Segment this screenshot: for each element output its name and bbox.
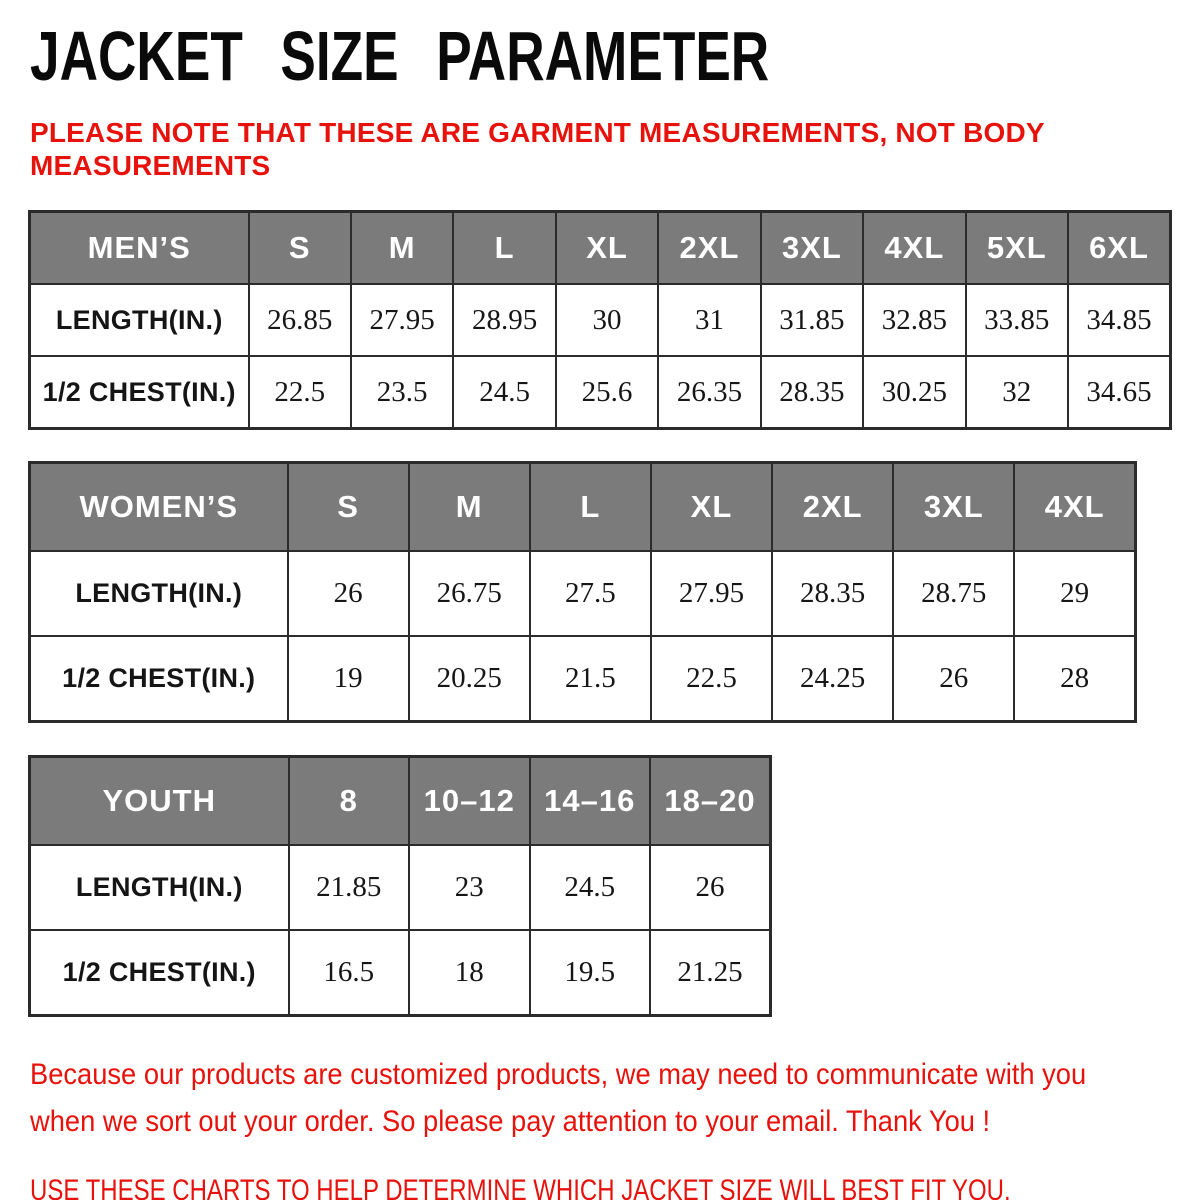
- measurement-cell: 26.75: [409, 551, 530, 636]
- womens-size-table-section: [28, 461, 1200, 723]
- womens-size-header-4XL: 4XL: [1014, 463, 1135, 552]
- womens-size-header-M: M: [409, 463, 530, 552]
- garment-measurement-note-line-2: MEASUREMENTS: [30, 150, 271, 181]
- womens-table-title: WOMEN’S: [30, 463, 288, 552]
- measurement-cell: 31.85: [761, 284, 863, 356]
- measurement-cell: 25.6: [556, 356, 658, 429]
- row-label: LENGTH(IN.): [30, 551, 288, 636]
- garment-measurement-note-line-1: PLEASE NOTE THAT THESE ARE GARMENT MEASUREMENTS, NOT BODY: [30, 117, 1045, 148]
- youth-size-header-18–20: 18–20: [650, 757, 771, 846]
- table-row: [30, 284, 1171, 356]
- womens-size-header-L: L: [530, 463, 651, 552]
- measurement-cell: 26.35: [658, 356, 760, 429]
- measurement-cell: 24.25: [772, 636, 893, 722]
- measurement-cell: 27.5: [530, 551, 651, 636]
- row-label: LENGTH(IN.): [30, 845, 289, 930]
- custom-order-notice-line-1: Because our products are customized products, we may need to communicate with you: [30, 1058, 1087, 1091]
- womens-header-row: [30, 463, 1136, 552]
- row-label: 1/2 CHEST(IN.): [30, 356, 249, 429]
- mens-size-header-XL: XL: [556, 212, 658, 285]
- womens-size-table: [28, 461, 1137, 723]
- youth-size-table: [28, 755, 772, 1017]
- measurement-cell: 28: [1014, 636, 1135, 722]
- measurement-cell: 23.5: [351, 356, 453, 429]
- measurement-cell: 30: [556, 284, 658, 356]
- mens-table-title: MEN’S: [30, 212, 249, 285]
- measurement-cell: 23: [409, 845, 530, 930]
- womens-size-header-3XL: 3XL: [893, 463, 1014, 552]
- measurement-cell: 16.5: [289, 930, 410, 1016]
- measurement-cell: 19.5: [530, 930, 651, 1016]
- measurement-cell: 21.5: [530, 636, 651, 722]
- measurement-cell: 34.65: [1068, 356, 1171, 429]
- measurement-cell: 19: [288, 636, 409, 722]
- measurement-cell: 22.5: [249, 356, 351, 429]
- measurement-cell: 22.5: [651, 636, 772, 722]
- measurement-cell: 28.75: [893, 551, 1014, 636]
- mens-size-header-2XL: 2XL: [658, 212, 760, 285]
- page-title: JACKET SIZE PARAMETER: [30, 17, 770, 95]
- mens-size-table-section: [28, 210, 1200, 430]
- chart-usage-notice: USE THESE CHARTS TO HELP DETERMINE WHICH JACKET SIZE WILL BEST FIT YOU.: [30, 1174, 1011, 1200]
- womens-size-header-XL: XL: [651, 463, 772, 552]
- measurement-cell: 26.85: [249, 284, 351, 356]
- custom-order-notice-line-2: when we sort out your order. So please pay attention to your email. Thank You !: [30, 1105, 991, 1138]
- measurement-cell: 26: [893, 636, 1014, 722]
- mens-size-header-4XL: 4XL: [863, 212, 965, 285]
- youth-header-row: [30, 757, 771, 846]
- measurement-cell: 32.85: [863, 284, 965, 356]
- measurement-cell: 29: [1014, 551, 1135, 636]
- row-label: LENGTH(IN.): [30, 284, 249, 356]
- measurement-cell: 33.85: [966, 284, 1068, 356]
- measurement-cell: 21.25: [650, 930, 771, 1016]
- measurement-cell: 20.25: [409, 636, 530, 722]
- measurement-cell: 28.35: [772, 551, 893, 636]
- womens-size-header-2XL: 2XL: [772, 463, 893, 552]
- table-row: [30, 551, 1136, 636]
- mens-header-row: [30, 212, 1171, 285]
- youth-size-header-8: 8: [289, 757, 410, 846]
- measurement-cell: 28.35: [761, 356, 863, 429]
- row-label: 1/2 CHEST(IN.): [30, 930, 289, 1016]
- measurement-cell: 24.5: [530, 845, 651, 930]
- measurement-cell: 21.85: [289, 845, 410, 930]
- measurement-cell: 32: [966, 356, 1068, 429]
- womens-size-header-S: S: [288, 463, 409, 552]
- garment-measurement-note: [30, 116, 1200, 182]
- youth-size-table-section: [28, 755, 1200, 1017]
- youth-size-header-14–16: 14–16: [530, 757, 651, 846]
- measurement-cell: 18: [409, 930, 530, 1016]
- row-label: 1/2 CHEST(IN.): [30, 636, 288, 722]
- measurement-cell: 34.85: [1068, 284, 1171, 356]
- mens-size-header-M: M: [351, 212, 453, 285]
- mens-size-header-L: L: [453, 212, 555, 285]
- mens-size-header-S: S: [249, 212, 351, 285]
- mens-size-header-3XL: 3XL: [761, 212, 863, 285]
- youth-size-header-10–12: 10–12: [409, 757, 530, 846]
- mens-size-header-5XL: 5XL: [966, 212, 1068, 285]
- table-row: [30, 636, 1136, 722]
- table-row: [30, 930, 771, 1016]
- size-parameter-page: [0, 17, 1200, 1200]
- table-row: [30, 356, 1171, 429]
- measurement-cell: 28.95: [453, 284, 555, 356]
- youth-table-title: YOUTH: [30, 757, 289, 846]
- measurement-cell: 27.95: [351, 284, 453, 356]
- measurement-cell: 31: [658, 284, 760, 356]
- measurement-cell: 30.25: [863, 356, 965, 429]
- mens-size-header-6XL: 6XL: [1068, 212, 1171, 285]
- measurement-cell: 24.5: [453, 356, 555, 429]
- custom-order-notice: [30, 1051, 1095, 1145]
- measurement-cell: 27.95: [651, 551, 772, 636]
- measurement-cell: 26: [288, 551, 409, 636]
- table-row: [30, 845, 771, 930]
- mens-size-table: [28, 210, 1172, 430]
- measurement-cell: 26: [650, 845, 771, 930]
